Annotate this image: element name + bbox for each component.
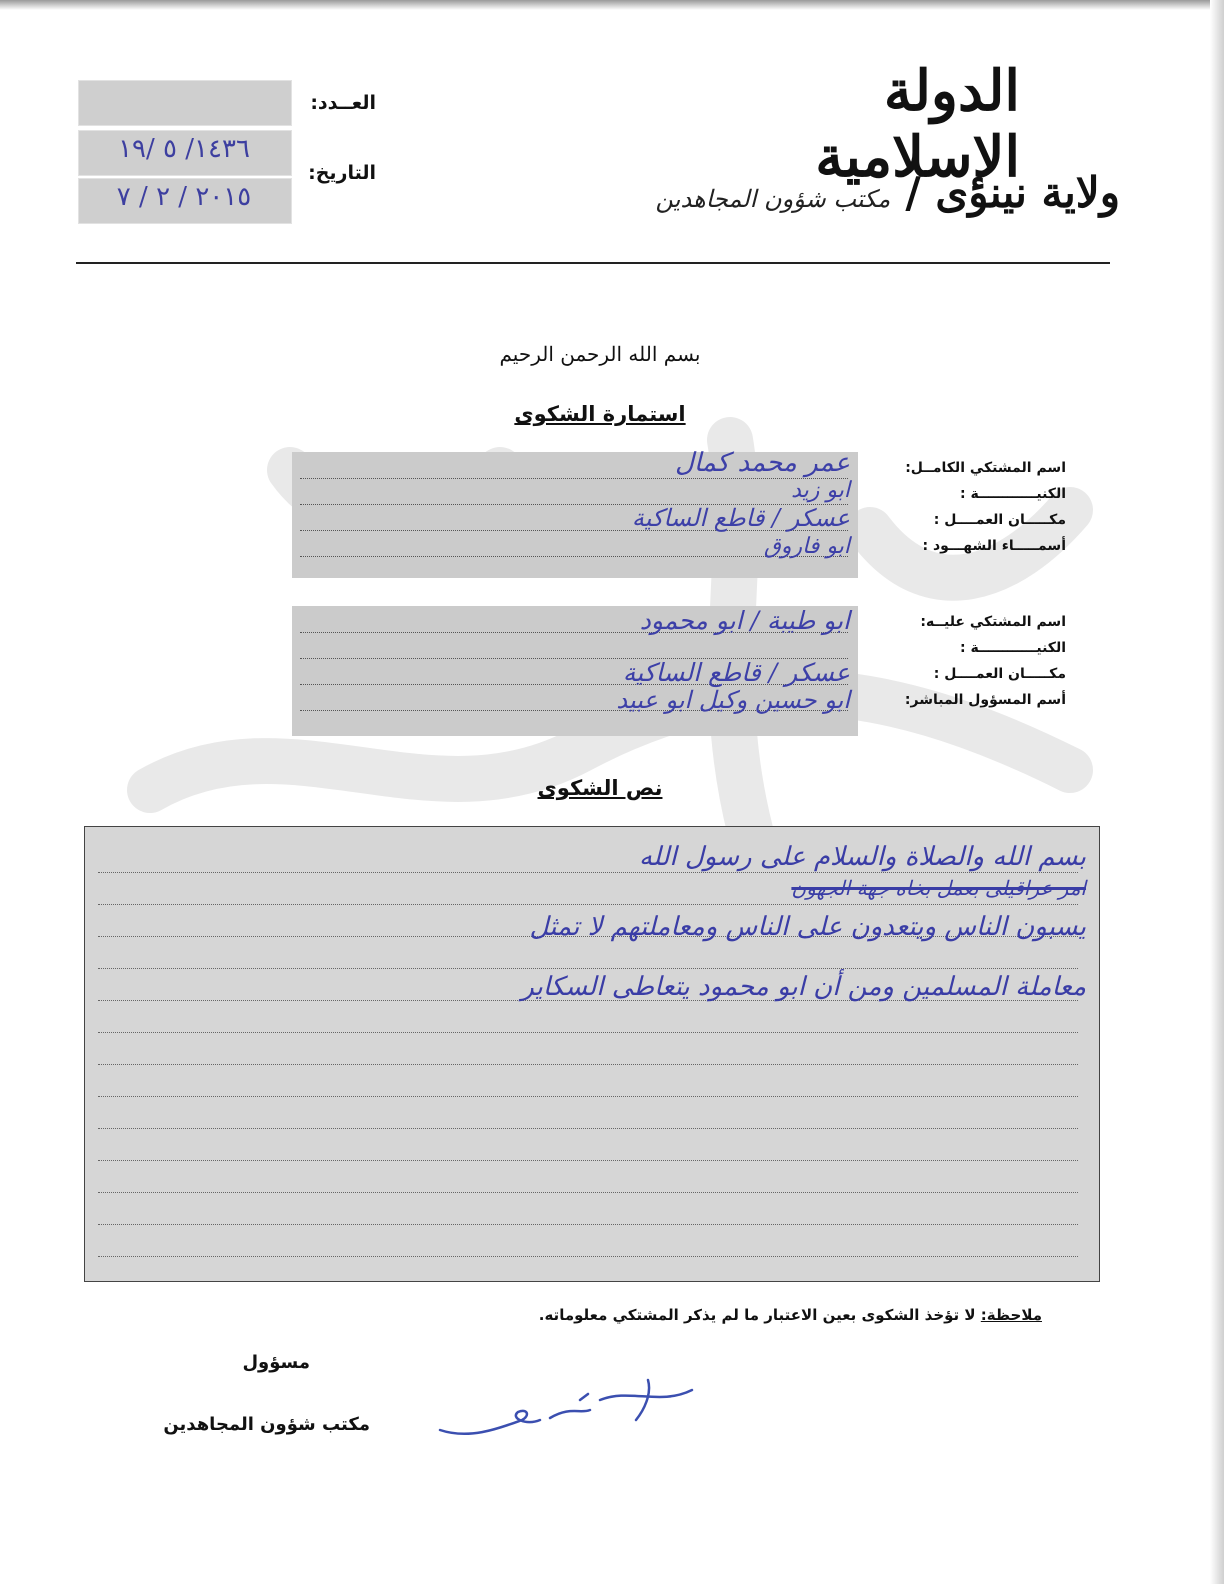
ruled-line	[98, 1256, 1078, 1257]
office-handwritten: مكتب شؤون المجاهدين	[655, 185, 891, 213]
note	[300, 1306, 1042, 1324]
ruled-line	[98, 1192, 1078, 1193]
complaint-line-4: معاملة المسلمين ومن أن ابو محمود يتعاطى السكاير	[521, 972, 1086, 1002]
complainant-kunya-label: الكنيــــــــــــة :	[959, 486, 1066, 502]
complainant-name-label: اسم المشتكي الكامــل:	[905, 460, 1066, 476]
defendant-workplace-label: مكـــــان العمــــل :	[933, 666, 1066, 682]
complaint-line-1: بسم الله والصلاة والسلام على رسول الله	[638, 842, 1086, 872]
defendant-name-label: اسم المشتكي عليــه:	[920, 614, 1066, 630]
note-text: لا تؤخذ الشكوى بعين الاعتبار ما لم يذكر المشتكي معلوماته.	[538, 1306, 976, 1324]
ruled-line	[98, 1224, 1078, 1225]
ruled-line	[98, 872, 1078, 873]
defendant-supervisor-label: أسم المسؤول المباشر:	[904, 692, 1066, 708]
form-title: استمارة الشكوى	[514, 402, 686, 426]
complainant-workplace-value: عسكر / قاطع الساكية	[631, 504, 850, 532]
complainant-witnesses-label: أسمـــــاء الشهـــود :	[922, 538, 1066, 554]
ruled-line	[98, 1064, 1078, 1065]
ruled-line	[98, 1128, 1078, 1129]
complainant-kunya-value: ابو زيد	[791, 478, 850, 503]
defendant-kunya-label: الكنيــــــــــــة :	[959, 640, 1066, 656]
signatory-title: مسؤول	[242, 1352, 310, 1373]
ruled-line	[98, 1096, 1078, 1097]
date-label: التاريخ:	[308, 162, 376, 184]
province-line	[560, 168, 1120, 217]
header-divider	[76, 262, 1110, 264]
signatory-office: مكتب شؤون المجاهدين	[163, 1414, 370, 1435]
complainant-name-value: عمر محمد كمال	[674, 448, 850, 478]
ruled-line	[98, 904, 1078, 905]
complaint-line-2: امر عراقيلى بعمل بخاه جهة الجهون	[791, 876, 1086, 900]
ruled-line	[98, 1160, 1078, 1161]
defendant-name-value: ابو طيبة / ابو محمود	[639, 606, 850, 635]
ruled-line	[98, 1032, 1078, 1033]
province-name: ولاية نينوى /	[905, 168, 1120, 217]
complainant-witnesses-value: ابو فاروق	[763, 534, 850, 559]
complainant-workplace-label: مكـــــان العمــــل :	[933, 512, 1066, 528]
date-hijri: ١٤٣٦/ ٥ /١٩	[118, 134, 250, 164]
handwritten-signature	[430, 1370, 710, 1460]
complaint-line-3: يسبون الناس ويتعدون على الناس ومعاملتهم لا تمثل	[529, 912, 1086, 942]
state-title: الدولة الإسلامية	[815, 58, 1020, 190]
defendant-supervisor-value: ابو حسين وكيل ابو عبيد	[616, 686, 850, 714]
ruled-line	[98, 968, 1078, 969]
scan-edge-right	[1210, 0, 1224, 1584]
number-box	[78, 80, 292, 126]
number-label: العــدد:	[310, 92, 376, 114]
scan-edge-top	[0, 0, 1224, 10]
date-gregorian: ٢٠١٥ / ٢ / ٧	[116, 182, 252, 212]
basmala: بسم الله الرحمن الرحيم	[499, 342, 701, 366]
note-key: ملاحظة:	[980, 1306, 1042, 1324]
defendant-workplace-value: عسكر / قاطع الساكية	[622, 658, 850, 687]
complaint-title: نص الشكوى	[537, 776, 663, 800]
